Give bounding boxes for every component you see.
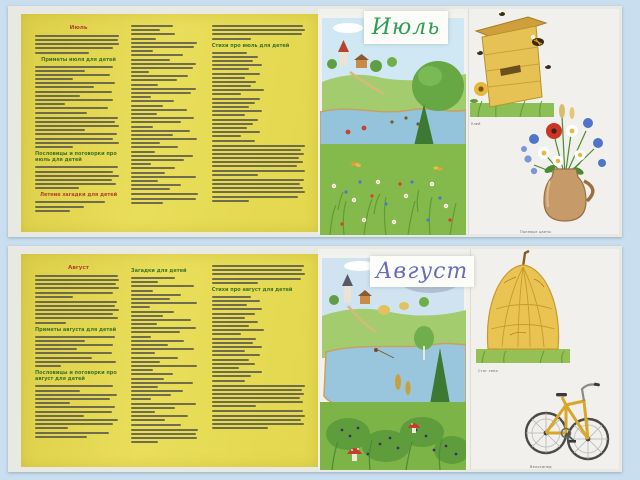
july-picture-page xyxy=(318,9,619,234)
illegible-text-line xyxy=(35,398,110,400)
illegible-text-line xyxy=(35,175,119,177)
illegible-text-line xyxy=(212,114,245,116)
illegible-text-line xyxy=(35,317,118,319)
illegible-text-line xyxy=(212,38,251,40)
illegible-text-line xyxy=(131,407,175,409)
illegible-text-line xyxy=(131,167,175,169)
illegible-text-line xyxy=(212,401,303,403)
illegible-text-line xyxy=(35,166,118,168)
illegible-text-line xyxy=(131,306,150,308)
illegible-text-line xyxy=(131,159,184,161)
illegible-text-line xyxy=(35,103,65,105)
illegible-text-line xyxy=(131,331,180,333)
illegible-text-line xyxy=(212,64,263,66)
july-text-page xyxy=(21,14,318,232)
illegible-text-line xyxy=(131,403,196,405)
july-title-label xyxy=(364,11,448,44)
illegible-text-line xyxy=(212,56,259,58)
august-riddles-closing xyxy=(131,429,203,444)
illegible-text-line xyxy=(131,117,194,119)
illegible-text-line xyxy=(131,134,173,136)
illegible-text-line xyxy=(131,327,196,329)
illegible-text-line xyxy=(131,50,153,52)
illegible-text-line xyxy=(131,67,193,69)
illegible-text-line xyxy=(212,363,255,365)
illegible-text-line xyxy=(131,59,170,61)
illegible-text-line xyxy=(131,130,190,132)
illegible-text-line xyxy=(131,180,158,182)
illegible-text-line xyxy=(131,373,173,375)
august-stihi-heading: Стихи про август для детей xyxy=(211,286,293,293)
bouquet-illustration xyxy=(514,101,616,229)
illegible-text-line xyxy=(35,275,118,277)
illegible-text-line xyxy=(131,63,196,65)
illegible-text-line xyxy=(35,52,89,54)
illegible-text-line xyxy=(212,81,257,83)
illegible-text-line xyxy=(212,359,249,361)
illegible-text-line xyxy=(35,138,113,140)
illegible-text-line xyxy=(131,378,164,380)
illegible-text-line xyxy=(212,89,265,91)
illegible-text-line xyxy=(212,419,301,421)
july-title-text: Июль xyxy=(371,15,441,40)
illegible-text-line xyxy=(212,325,249,327)
illegible-text-line xyxy=(131,340,184,342)
july-primety-list xyxy=(35,66,122,114)
illegible-text-line xyxy=(212,196,299,198)
illegible-text-line xyxy=(35,348,77,350)
illegible-text-line xyxy=(35,309,119,311)
illegible-text-line xyxy=(131,88,196,90)
bouquet-caption: Полевые цветы xyxy=(520,230,552,234)
illegible-text-line xyxy=(35,385,113,387)
illegible-text-line xyxy=(212,85,251,87)
illegible-text-line xyxy=(131,344,168,346)
illegible-text-line xyxy=(131,96,151,98)
august-primety-heading: Приметы августа для детей xyxy=(35,326,117,333)
illegible-text-line xyxy=(131,113,157,115)
illegible-text-line xyxy=(35,423,113,425)
illegible-text-line xyxy=(35,296,73,298)
illegible-text-line xyxy=(131,361,160,363)
illegible-text-line xyxy=(131,429,198,431)
illegible-text-line xyxy=(212,278,301,280)
illegible-text-line xyxy=(35,35,119,37)
july-month-heading: Июль xyxy=(69,25,88,31)
illegible-text-line xyxy=(131,348,194,350)
illegible-text-line xyxy=(212,77,245,79)
illegible-text-line xyxy=(131,437,197,439)
illegible-text-line xyxy=(131,398,151,400)
july-zagadki-lines xyxy=(35,201,122,211)
illegible-text-line xyxy=(131,352,155,354)
illegible-text-line xyxy=(131,315,163,317)
illegible-text-line xyxy=(35,436,87,438)
illegible-text-line xyxy=(35,91,112,93)
illegible-text-line xyxy=(212,342,253,344)
illegible-text-line xyxy=(35,305,115,307)
illegible-text-line xyxy=(131,54,183,56)
illegible-text-line xyxy=(212,405,257,407)
illegible-text-line xyxy=(131,319,191,321)
illegible-text-line xyxy=(212,110,263,112)
july-col3-intro xyxy=(212,25,309,40)
august-text-page xyxy=(21,254,318,467)
illegible-text-line xyxy=(131,84,158,86)
august-title-text: Август xyxy=(375,259,469,284)
illegible-text-line xyxy=(131,100,174,102)
illegible-text-line xyxy=(212,313,255,315)
illegible-text-line xyxy=(212,338,257,340)
illegible-text-line xyxy=(212,153,304,155)
illegible-text-line xyxy=(131,109,187,111)
illegible-text-line xyxy=(131,390,183,392)
august-zagadki-heading: Загадки для детей xyxy=(131,268,187,274)
illegible-text-line xyxy=(35,47,113,49)
illegible-text-line xyxy=(35,125,119,127)
illegible-text-line xyxy=(35,70,85,72)
july-stihi-heading: Стихи про июль для детей xyxy=(211,42,290,49)
illegible-text-line xyxy=(212,73,261,75)
illegible-text-line xyxy=(131,46,194,48)
illegible-text-line xyxy=(131,202,163,204)
illegible-text-line xyxy=(35,201,105,203)
illegible-text-line xyxy=(212,98,261,100)
illegible-text-line xyxy=(212,304,247,306)
illegible-text-line xyxy=(212,140,255,142)
illegible-text-line xyxy=(131,382,193,384)
august-poem-lines xyxy=(212,296,309,382)
august-riddles-list xyxy=(131,277,203,426)
bicycle-caption: Велосипед xyxy=(530,465,552,469)
august-col3-intro xyxy=(212,265,309,284)
illegible-text-line xyxy=(212,329,265,331)
illegible-text-line xyxy=(212,385,305,387)
illegible-text-line xyxy=(212,321,259,323)
illegible-text-line xyxy=(131,188,170,190)
illegible-text-line xyxy=(131,424,181,426)
illegible-text-line xyxy=(212,68,249,70)
august-column-1 xyxy=(35,265,122,459)
illegible-text-line xyxy=(35,344,113,346)
illegible-text-line xyxy=(35,427,68,429)
illegible-text-line xyxy=(212,269,302,271)
illegible-text-line xyxy=(131,441,158,443)
illegible-text-line xyxy=(212,415,305,417)
illegible-text-line xyxy=(212,317,245,319)
illegible-text-line xyxy=(212,354,261,356)
illegible-text-line xyxy=(131,357,178,359)
illegible-text-line xyxy=(131,29,160,31)
illegible-text-line xyxy=(131,38,156,40)
illegible-text-line xyxy=(212,183,301,185)
illegible-text-line xyxy=(212,145,305,147)
illegible-text-line xyxy=(212,397,301,399)
illegible-text-line xyxy=(212,410,303,412)
august-col3-paragraph-3 xyxy=(212,410,309,429)
illegible-text-line xyxy=(131,290,153,292)
august-poslovicy-list xyxy=(35,385,122,437)
illegible-text-line xyxy=(212,273,305,275)
illegible-text-line xyxy=(35,287,119,289)
illegible-text-line xyxy=(35,322,66,324)
illegible-text-line xyxy=(35,121,115,123)
illegible-text-line xyxy=(35,406,115,408)
july-primety-heading: Приметы июля для детей xyxy=(41,56,116,63)
august-paragraph-2 xyxy=(35,301,122,324)
illegible-text-line xyxy=(212,367,239,369)
illegible-text-line xyxy=(131,198,196,200)
july-zagadki-heading: Летние загадки для детей xyxy=(39,192,118,199)
illegible-text-line xyxy=(212,157,300,159)
illegible-text-line xyxy=(212,282,259,284)
illegible-text-line xyxy=(131,146,178,148)
beehive-caption: Улей xyxy=(471,122,481,126)
illegible-text-line xyxy=(35,112,87,114)
illegible-text-line xyxy=(35,340,85,342)
illegible-text-line xyxy=(35,402,70,404)
illegible-text-line xyxy=(35,133,117,135)
illegible-text-line xyxy=(131,92,191,94)
illegible-text-line xyxy=(212,165,298,167)
july-col3-paragraph-3 xyxy=(212,179,309,202)
july-riddles-list xyxy=(131,25,203,190)
illegible-text-line xyxy=(212,296,251,298)
illegible-text-line xyxy=(35,206,84,208)
illegible-text-line xyxy=(212,371,263,373)
illegible-text-line xyxy=(212,191,305,193)
illegible-text-line xyxy=(212,119,259,121)
illegible-text-line xyxy=(35,390,80,392)
illegible-text-line xyxy=(131,25,173,27)
illegible-text-line xyxy=(131,277,175,279)
illegible-text-line xyxy=(35,279,119,281)
haystack-illustration xyxy=(474,249,572,365)
july-column-1 xyxy=(35,25,122,224)
illegible-text-line xyxy=(35,419,118,421)
illegible-text-line xyxy=(212,161,303,163)
illegible-text-line xyxy=(131,71,149,73)
illegible-text-line xyxy=(131,285,194,287)
illegible-text-line xyxy=(131,365,197,367)
illegible-text-line xyxy=(35,82,115,84)
illegible-text-line xyxy=(131,415,188,417)
august-picture-page xyxy=(318,249,619,469)
illegible-text-line xyxy=(35,86,94,88)
illegible-text-line xyxy=(35,283,116,285)
illegible-text-line xyxy=(131,126,153,128)
illegible-text-line xyxy=(131,172,165,174)
illegible-text-line xyxy=(35,171,113,173)
illegible-text-line xyxy=(35,107,108,109)
illegible-text-line xyxy=(131,411,155,413)
illegible-text-line xyxy=(35,179,112,181)
illegible-text-line xyxy=(35,142,119,144)
illegible-text-line xyxy=(35,415,84,417)
illegible-text-line xyxy=(212,93,241,95)
illegible-text-line xyxy=(212,200,249,202)
bluebells xyxy=(521,146,537,174)
illegible-text-line xyxy=(212,380,245,382)
illegible-text-line xyxy=(131,42,197,44)
illegible-text-line xyxy=(131,75,188,77)
august-column-3 xyxy=(212,265,309,459)
illegible-text-line xyxy=(35,187,79,189)
illegible-text-line xyxy=(212,52,247,54)
illegible-text-line xyxy=(131,394,171,396)
illegible-text-line xyxy=(35,117,118,119)
illegible-text-line xyxy=(212,389,302,391)
illegible-text-line xyxy=(131,33,175,35)
illegible-text-line xyxy=(131,298,170,300)
july-paragraph-2 xyxy=(35,117,122,148)
illegible-text-line xyxy=(131,176,196,178)
illegible-text-line xyxy=(35,357,92,359)
illegible-text-line xyxy=(131,142,160,144)
illegible-text-line xyxy=(131,323,157,325)
illegible-text-line xyxy=(35,129,85,131)
haystack-caption: Стог сена xyxy=(478,369,498,373)
illegible-text-line xyxy=(131,105,163,107)
bicycle-illustration xyxy=(524,349,612,463)
illegible-text-line xyxy=(131,386,158,388)
july-landscape-illustration xyxy=(320,14,466,235)
illegible-text-line xyxy=(35,39,118,41)
illegible-text-line xyxy=(212,127,247,129)
illegible-text-line xyxy=(212,346,263,348)
illegible-text-line xyxy=(35,365,61,367)
illegible-text-line xyxy=(35,43,119,45)
illegible-text-line xyxy=(131,79,177,81)
illegible-text-line xyxy=(212,170,305,172)
illegible-text-line xyxy=(35,432,109,434)
august-month-heading: Август xyxy=(68,265,90,271)
illegible-text-line xyxy=(212,265,304,267)
illegible-text-line xyxy=(131,193,198,195)
july-poslovicy-heading: Пословицы и поговорки про июль для детей xyxy=(35,150,117,164)
july-column-2 xyxy=(131,25,203,224)
illegible-text-line xyxy=(35,66,113,68)
illegible-text-line xyxy=(35,78,73,80)
illegible-text-line xyxy=(212,393,304,395)
illegible-text-line xyxy=(35,352,112,354)
august-primety-list xyxy=(35,336,122,367)
illegible-text-line xyxy=(131,336,151,338)
illegible-text-line xyxy=(131,419,165,421)
illegible-text-line xyxy=(212,423,304,425)
illegible-text-line xyxy=(35,183,116,185)
july-col3-paragraph-2 xyxy=(212,145,309,176)
illegible-text-line xyxy=(35,74,110,76)
july-column-3 xyxy=(212,25,309,224)
august-col3-paragraph-2 xyxy=(212,385,309,408)
illegible-text-line xyxy=(131,121,181,123)
illegible-text-line xyxy=(35,292,113,294)
illegible-text-line xyxy=(212,29,305,31)
illegible-text-line xyxy=(35,301,117,303)
illegible-text-line xyxy=(131,138,197,140)
illegible-text-line xyxy=(212,187,303,189)
illegible-text-line xyxy=(212,25,303,27)
illegible-text-line xyxy=(35,313,113,315)
illegible-text-line xyxy=(212,308,263,310)
august-title-label xyxy=(370,256,474,287)
july-poslovicy-list xyxy=(35,166,122,189)
illegible-text-line xyxy=(131,369,153,371)
illegible-text-line xyxy=(212,135,241,137)
illegible-text-line xyxy=(131,151,155,153)
illegible-text-line xyxy=(35,99,113,101)
illegible-text-line xyxy=(131,311,174,313)
illegible-text-line xyxy=(35,394,117,396)
august-column-2 xyxy=(131,265,203,459)
illegible-text-line xyxy=(35,361,116,363)
illegible-text-line xyxy=(212,427,268,429)
july-intro-paragraph xyxy=(35,35,122,54)
illegible-text-line xyxy=(35,336,115,338)
july-poem-lines xyxy=(212,52,309,142)
illegible-text-line xyxy=(212,174,259,176)
july-riddles-closing xyxy=(131,193,203,203)
illegible-text-line xyxy=(212,102,255,104)
august-poslovicy-heading: Пословицы и поговорки про август для детей xyxy=(35,369,117,383)
july-spread-photo xyxy=(8,6,622,237)
august-spread-photo xyxy=(8,246,622,472)
illegible-text-line xyxy=(212,106,249,108)
illegible-text-line xyxy=(212,375,251,377)
illegible-text-line xyxy=(212,333,241,335)
illegible-text-line xyxy=(131,302,197,304)
illegible-text-line xyxy=(212,350,245,352)
illegible-text-line xyxy=(212,123,253,125)
illegible-text-line xyxy=(131,294,181,296)
illegible-text-line xyxy=(212,60,253,62)
illegible-text-line xyxy=(131,184,181,186)
illegible-text-line xyxy=(35,146,73,148)
illegible-text-line xyxy=(212,131,261,133)
page-crease xyxy=(468,9,469,234)
illegible-text-line xyxy=(131,163,151,165)
illegible-text-line xyxy=(131,281,158,283)
illegible-text-line xyxy=(212,149,301,151)
august-intro-paragraph xyxy=(35,275,122,298)
illegible-text-line xyxy=(212,300,261,302)
illegible-text-line xyxy=(212,33,302,35)
illegible-text-line xyxy=(35,95,80,97)
illegible-text-line xyxy=(212,179,304,181)
illegible-text-line xyxy=(131,155,193,157)
illegible-text-line xyxy=(35,210,70,212)
illegible-text-line xyxy=(131,433,196,435)
illegible-text-line xyxy=(35,411,112,413)
